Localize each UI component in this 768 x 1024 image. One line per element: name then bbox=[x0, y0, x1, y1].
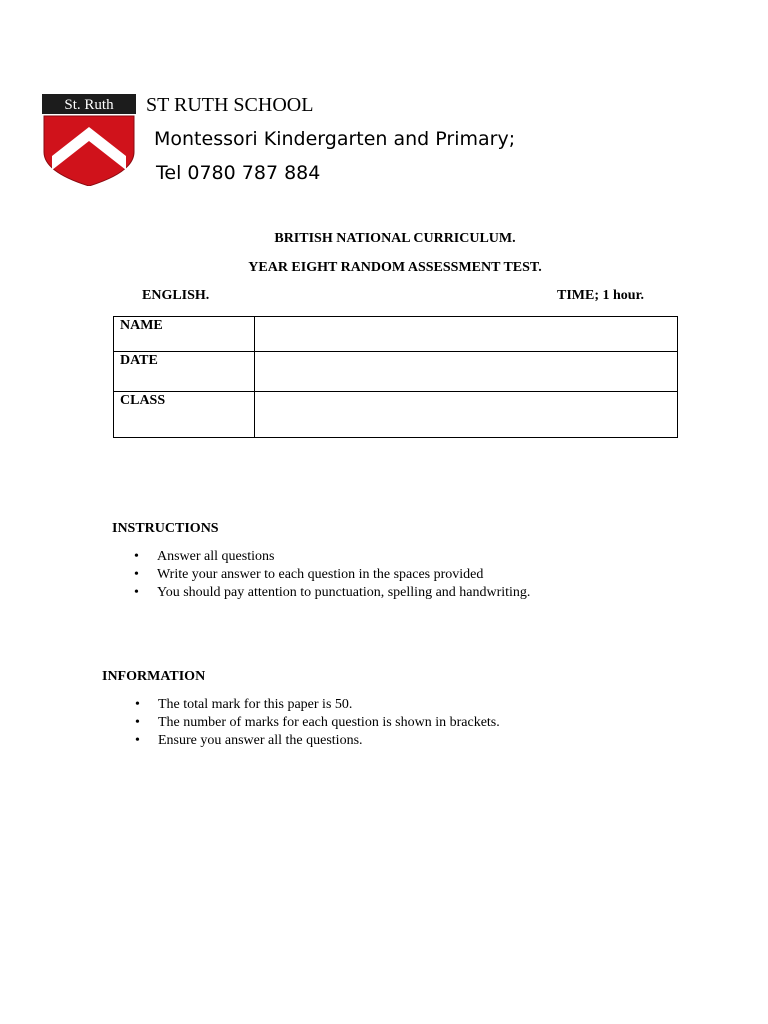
curriculum-heading: BRITISH NATIONAL CURRICULUM. bbox=[274, 231, 516, 246]
subject-label: ENGLISH. bbox=[142, 288, 210, 303]
list-item bbox=[135, 696, 500, 714]
list-item-text: Write your answer to each question in the spaces provided bbox=[157, 567, 484, 582]
bullet-icon: • bbox=[134, 585, 139, 600]
list-item bbox=[134, 548, 530, 566]
student-details-table bbox=[113, 316, 678, 438]
bullet-icon: • bbox=[134, 549, 139, 564]
list-item bbox=[135, 714, 500, 732]
name-label: NAME bbox=[114, 317, 255, 352]
table-row bbox=[114, 317, 678, 352]
class-field[interactable] bbox=[255, 392, 678, 438]
crest-shield-icon bbox=[42, 94, 136, 186]
bullet-icon: • bbox=[135, 715, 140, 730]
information-title: INFORMATION bbox=[102, 669, 206, 684]
name-field[interactable] bbox=[255, 317, 678, 352]
list-item bbox=[135, 732, 500, 750]
school-subtitle: Montessori Kindergarten and Primary; bbox=[154, 128, 516, 150]
bullet-icon: • bbox=[134, 567, 139, 582]
crest-label: St. Ruth bbox=[64, 97, 114, 113]
table-row bbox=[114, 352, 678, 392]
list-item-text: You should pay attention to punctuation, spelling and handwriting. bbox=[157, 585, 531, 600]
list-item bbox=[134, 566, 530, 584]
school-telephone: Tel 0780 787 884 bbox=[156, 162, 321, 184]
date-field[interactable] bbox=[255, 352, 678, 392]
school-name: ST RUTH SCHOOL bbox=[146, 94, 314, 116]
test-title: YEAR EIGHT RANDOM ASSESSMENT TEST. bbox=[248, 260, 542, 275]
list-item-text: Answer all questions bbox=[157, 549, 275, 564]
list-item-text: Ensure you answer all the questions. bbox=[158, 733, 363, 748]
list-item-text: The total mark for this paper is 50. bbox=[158, 697, 353, 712]
class-label: CLASS bbox=[114, 392, 255, 438]
date-label: DATE bbox=[114, 352, 255, 392]
school-crest bbox=[42, 94, 136, 186]
bullet-icon: • bbox=[135, 733, 140, 748]
list-item-text: The number of marks for each question is shown in brackets. bbox=[158, 715, 500, 730]
bullet-icon: • bbox=[135, 697, 140, 712]
instructions-list bbox=[134, 548, 531, 602]
table-row bbox=[114, 392, 678, 438]
list-item bbox=[134, 584, 531, 602]
crest-shield bbox=[44, 116, 134, 186]
time-label: TIME; 1 hour. bbox=[557, 288, 645, 303]
instructions-title: INSTRUCTIONS bbox=[112, 521, 219, 536]
information-list bbox=[135, 696, 500, 750]
